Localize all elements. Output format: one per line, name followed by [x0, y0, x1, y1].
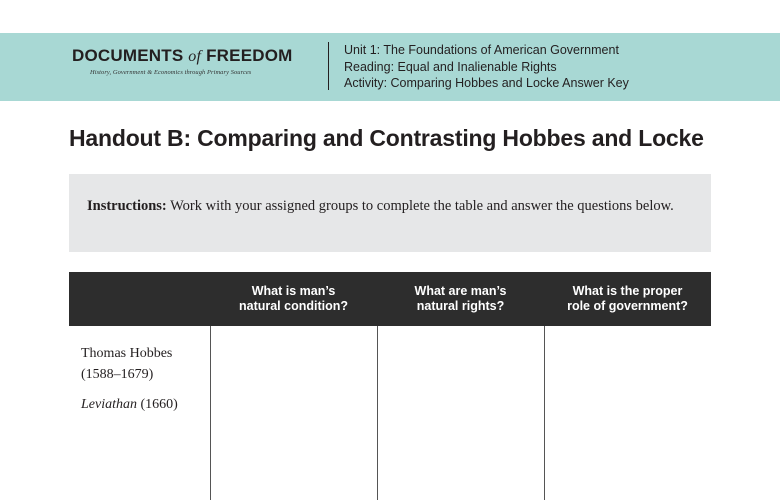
work-title: Leviathan: [81, 397, 137, 412]
unit-line: Unit 1: The Foundations of American Government: [344, 43, 619, 57]
brand-logo: [72, 46, 322, 76]
instructions-label: Instructions:: [87, 198, 167, 214]
table-column-divider: [544, 326, 545, 500]
brand-documents: DOCUMENTS: [72, 46, 184, 65]
table-column-divider: [377, 326, 378, 500]
unit-info: [344, 42, 629, 92]
brand-of: of: [188, 48, 202, 65]
philosopher-name: Thomas Hobbes: [81, 346, 173, 361]
natural-rights-header-text: What are man’s natural rights?: [414, 284, 507, 313]
brand-name: [72, 46, 322, 67]
table-header: [69, 272, 711, 326]
table-header-blank: [69, 272, 210, 326]
table-header-natural-rights: [377, 272, 544, 326]
table-header-role-of-government: [544, 272, 711, 326]
table-column-divider: [210, 326, 211, 500]
table-header-natural-condition: [210, 272, 377, 326]
philosopher-work: [81, 394, 178, 415]
natural-condition-header-text: What is man’s natural condition?: [238, 284, 349, 313]
work-year: (1660): [137, 397, 178, 412]
philosopher-dates: (1588–1679): [81, 367, 154, 382]
role-of-government-header-text: What is the proper role of government?: [567, 284, 688, 313]
page-title: Handout B: Comparing and Contrasting Hobbes and Locke: [69, 125, 704, 151]
header-banner: [0, 33, 780, 101]
brand-tagline: History, Government & Economics through Primary Sources: [90, 69, 252, 76]
reading-line: Reading: Equal and Inalienable Rights: [344, 59, 557, 74]
header-divider: [328, 42, 329, 90]
brand-freedom: FREEDOM: [206, 46, 293, 65]
activity-line: Activity: Comparing Hobbes and Locke Answer Key: [344, 76, 629, 90]
instructions-box: [69, 174, 711, 252]
top-margin: [0, 0, 780, 33]
instructions-text: Work with your assigned groups to complete the table and answer the questions below.: [166, 198, 674, 214]
table-row-label: [81, 343, 178, 415]
